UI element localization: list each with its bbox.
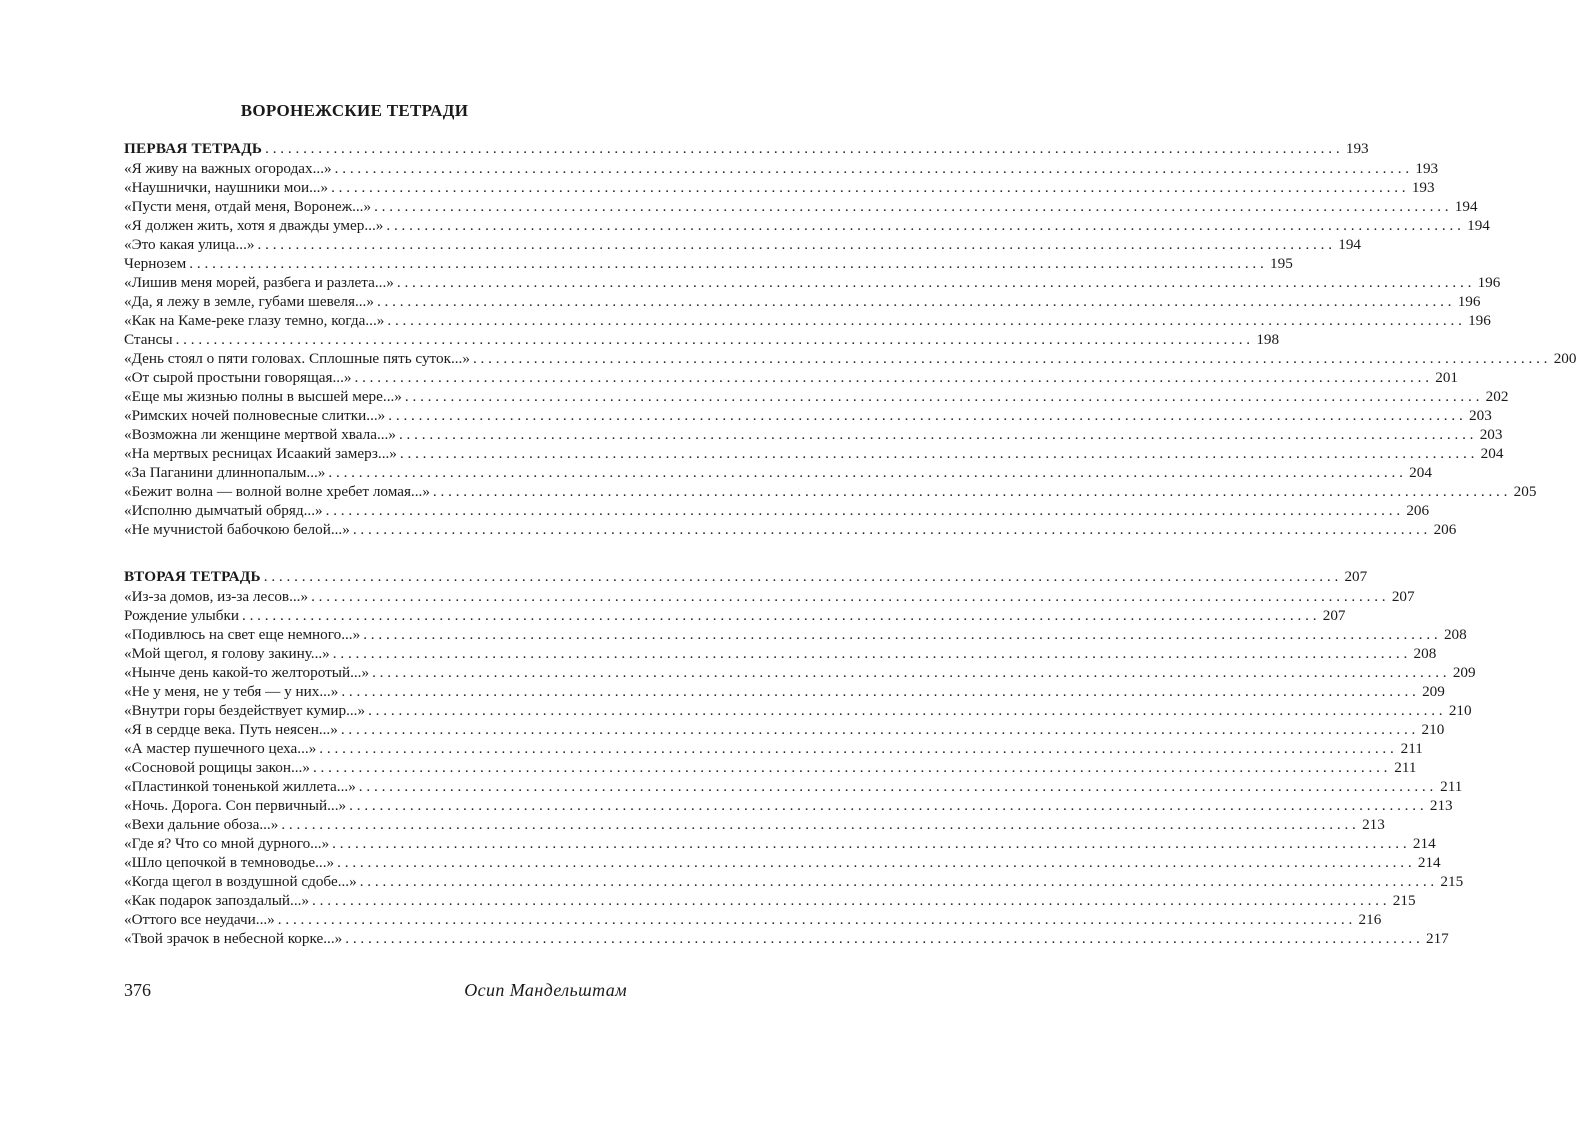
toc-entry-title: «Ночь. Дорога. Сон первичный...» <box>124 797 347 814</box>
toc-entry[interactable] <box>124 292 1481 311</box>
dot-leader <box>332 159 1413 178</box>
toc-entry-page: 200 <box>1553 350 1576 367</box>
toc-entry-page: 209 <box>1452 664 1476 681</box>
toc-entry-page: 201 <box>1435 369 1458 386</box>
toc-entry-page: 207 <box>1391 588 1415 605</box>
dot-leader <box>275 910 1356 929</box>
toc-entry-page: 196 <box>1468 312 1491 329</box>
toc-entry-title: «От сырой простыни говорящая...» <box>124 369 352 386</box>
dot-leader <box>323 501 1404 520</box>
toc-entry-title: «За Паганини длиннопалым...» <box>124 464 326 481</box>
toc-entry-title: «Исполню дымчатый обряд...» <box>124 502 323 519</box>
toc-entry-title: «На мертвых ресницах Исаакий замерз...» <box>124 445 397 462</box>
dot-leader <box>369 663 1450 682</box>
toc-entry-title: «Нынче день какой-то желторотый...» <box>124 664 370 681</box>
dot-leader <box>255 235 1336 254</box>
toc-entry-title: «Пусти меня, отдай меня, Воронеж...» <box>124 198 372 215</box>
toc-entry[interactable] <box>124 682 1445 701</box>
toc-entry-page: 196 <box>1477 274 1501 291</box>
toc-entry[interactable] <box>124 910 1382 929</box>
dot-leader <box>396 425 1477 444</box>
page-number: 376 <box>124 980 151 1000</box>
toc-entry-title: «Это какая улица...» <box>124 236 255 253</box>
toc-entry[interactable] <box>124 520 1457 539</box>
dot-leader <box>330 644 1411 663</box>
dot-leader <box>310 758 1391 777</box>
dot-leader <box>328 178 1409 197</box>
toc-entry[interactable] <box>124 311 1491 330</box>
toc-entry-page: 211 <box>1394 759 1417 776</box>
toc-entry[interactable] <box>124 159 1439 178</box>
dot-leader <box>325 463 1406 482</box>
dot-leader <box>186 254 1267 273</box>
dot-leader <box>308 587 1389 606</box>
toc-entry-title: «Когда щегол в воздушной сдобе...» <box>124 873 357 890</box>
toc-entry[interactable] <box>124 587 1415 606</box>
toc-entry-page: 210 <box>1448 702 1472 719</box>
toc-entry-page: 194 <box>1467 217 1490 234</box>
toc-entry-title: «Да, я лежу в земле, губами шевеля...» <box>124 293 374 310</box>
toc-entry-title: «Римских ночей полновесные слитки...» <box>124 407 386 424</box>
toc-section-heading[interactable] <box>124 566 1368 587</box>
toc-entry-title: «Я в сердце века. Путь неясен...» <box>124 721 338 738</box>
toc-entry-page: 194 <box>1338 236 1362 253</box>
toc-entry[interactable] <box>124 663 1476 682</box>
toc-entry-title: «Я должен жить, хотя я дважды умер...» <box>124 217 384 234</box>
toc-entry-title: «А мастер пушечного цеха...» <box>124 740 317 757</box>
toc-entry-title: «Не мучнистой бабочкою белой...» <box>124 521 350 538</box>
toc-entry-page: 204 <box>1480 445 1504 462</box>
dot-leader <box>383 216 1464 235</box>
toc-entry[interactable] <box>124 625 1467 644</box>
toc-entry-page: 193 <box>1411 179 1435 196</box>
toc-entry[interactable] <box>124 425 1503 444</box>
toc-entry[interactable] <box>124 815 1385 834</box>
dot-leader <box>470 349 1551 368</box>
toc-entry[interactable] <box>124 872 1464 891</box>
toc-entry-page: 203 <box>1469 407 1492 424</box>
dot-leader <box>394 273 1475 292</box>
toc-entry-page: 196 <box>1457 293 1481 310</box>
toc-entry-page: 209 <box>1422 683 1445 700</box>
toc-entry-title: «Вехи дальние обоза...» <box>124 816 279 833</box>
toc-entry-page: 210 <box>1421 721 1445 738</box>
toc-entry-page: 208 <box>1413 645 1437 662</box>
toc-entry-page: 195 <box>1270 255 1293 272</box>
toc-entry-page: 215 <box>1392 892 1416 909</box>
toc-entry[interactable] <box>124 644 1437 663</box>
toc-entry[interactable] <box>124 254 1293 273</box>
toc-entry[interactable] <box>124 501 1430 520</box>
toc-entry-title: «Где я? Что со мной дурного...» <box>124 835 330 852</box>
toc-entry-title: Стансы <box>124 331 173 348</box>
toc-heading-page: 207 <box>1344 568 1368 585</box>
toc-section-first <box>124 138 1576 539</box>
toc-entry-title: «Не у меня, не у тебя — у них...» <box>124 683 339 700</box>
dot-leader <box>262 138 1343 159</box>
toc-entry-page: 193 <box>1415 160 1439 177</box>
toc-entry[interactable] <box>124 216 1490 235</box>
toc-entry-page: 205 <box>1513 483 1537 500</box>
toc-entry[interactable] <box>124 406 1492 425</box>
toc-entry-page: 194 <box>1454 198 1478 215</box>
toc-entry-page: 213 <box>1429 797 1453 814</box>
toc-entry-title: «Мой щегол, я голову закину...» <box>124 645 330 662</box>
dot-leader <box>316 739 1397 758</box>
dot-leader <box>365 701 1446 720</box>
dot-leader <box>356 777 1437 796</box>
toc-entry-list <box>124 587 1476 948</box>
toc-entry-page: 208 <box>1443 626 1467 643</box>
toc-entry-page: 214 <box>1412 835 1436 852</box>
toc-entry-page: 202 <box>1485 388 1509 405</box>
dot-leader <box>385 406 1466 425</box>
dot-leader <box>338 720 1419 739</box>
toc-heading-title: ПЕРВАЯ ТЕТРАДЬ <box>124 140 263 157</box>
toc-entry[interactable] <box>124 853 1441 872</box>
toc-entry-title: «Твой зрачок в небесной корке...» <box>124 930 343 947</box>
toc-entry[interactable] <box>124 387 1509 406</box>
dot-leader <box>357 872 1438 891</box>
toc-entry[interactable] <box>124 929 1449 948</box>
dot-leader <box>342 929 1423 948</box>
dot-leader <box>334 853 1415 872</box>
dot-leader <box>430 482 1511 501</box>
dot-leader <box>371 197 1452 216</box>
dot-leader <box>384 311 1465 330</box>
toc-entry-page: 207 <box>1322 607 1346 624</box>
toc-entry[interactable] <box>124 739 1423 758</box>
toc-entry[interactable] <box>124 330 1280 349</box>
dot-leader <box>261 566 1342 587</box>
toc-entry[interactable] <box>124 482 1537 501</box>
running-footer-author: Осип Мандельштам <box>464 980 627 1000</box>
toc-entry-title: «Из-за домов, из-за лесов...» <box>124 588 309 605</box>
toc-entry-page: 216 <box>1358 911 1382 928</box>
dot-leader <box>329 834 1410 853</box>
dot-leader <box>239 606 1320 625</box>
toc-entry[interactable] <box>124 701 1472 720</box>
toc-entry-title: «Я живу на важных огородах...» <box>124 160 332 177</box>
toc-entry[interactable] <box>124 235 1362 254</box>
toc-entry-page: 211 <box>1400 740 1423 757</box>
toc-entry-page: 213 <box>1362 816 1385 833</box>
toc-entry[interactable] <box>124 891 1416 910</box>
toc-entry-page: 217 <box>1425 930 1449 947</box>
toc-entry[interactable] <box>124 796 1453 815</box>
toc-entry-page: 211 <box>1440 778 1463 795</box>
toc-entry-title: «Оттого все неудачи...» <box>124 911 275 928</box>
toc-entry[interactable] <box>124 368 1458 387</box>
page-title: ВОРОНЕЖСКИЕ ТЕТРАДИ <box>240 101 469 120</box>
toc-entry-title: «Пластинкой тоненькой жиллета...» <box>124 778 356 795</box>
toc-entry-page: 198 <box>1256 331 1280 348</box>
toc-entry-title: Чернозем <box>124 255 187 272</box>
toc-entry-title: «Еще мы жизнью полны в высшей мере...» <box>124 388 402 405</box>
dot-leader <box>309 891 1390 910</box>
toc-entry-title: Рождение улыбки <box>124 607 239 624</box>
toc-entry-page: 206 <box>1433 521 1457 538</box>
toc-entry-title: «Шло цепочкой в темноводье...» <box>124 854 335 871</box>
toc-entry[interactable] <box>124 178 1435 197</box>
toc-heading-page: 193 <box>1345 140 1369 157</box>
toc-entry-page: 214 <box>1417 854 1441 871</box>
toc-entry[interactable] <box>124 758 1417 777</box>
dot-leader <box>346 796 1427 815</box>
toc-entry-page: 204 <box>1409 464 1432 481</box>
dot-leader <box>338 682 1419 701</box>
toc-entry-title: «Возможна ли женщине мертвой хвала...» <box>124 426 396 443</box>
dot-leader <box>173 330 1254 349</box>
toc-entry[interactable] <box>124 777 1463 796</box>
toc-entry-title: «Сосновой рощицы закон...» <box>124 759 310 776</box>
toc-entry[interactable] <box>124 834 1436 853</box>
dot-leader <box>374 292 1455 311</box>
toc-entry[interactable] <box>124 349 1576 368</box>
dot-leader <box>402 387 1483 406</box>
toc-section-heading[interactable] <box>124 138 1369 159</box>
toc-entry[interactable] <box>124 720 1445 739</box>
dot-leader <box>397 444 1478 463</box>
toc-entry-page: 203 <box>1479 426 1503 443</box>
toc-entry-title: «Лишив меня морей, разбега и разлета...» <box>124 274 394 291</box>
toc-entry-title: «Как на Каме-реке глазу темно, когда...» <box>124 312 385 329</box>
toc-entry-page: 215 <box>1440 873 1464 890</box>
toc-entry-title: «День стоял о пяти головах. Сплошные пять суток...» <box>124 350 470 367</box>
dot-leader <box>350 520 1431 539</box>
toc-entry[interactable] <box>124 606 1346 625</box>
toc-entry[interactable] <box>124 444 1504 463</box>
toc-entry-title: «Внутри горы бездействует кумир...» <box>124 702 366 719</box>
toc-entry-page: 206 <box>1406 502 1430 519</box>
toc-heading-title: ВТОРАЯ ТЕТРАДЬ <box>124 568 261 585</box>
toc-entry-title: «Наушнички, наушники мои...» <box>124 179 329 196</box>
dot-leader <box>351 368 1432 387</box>
toc-entry[interactable] <box>124 463 1432 482</box>
toc-entry-title: «Подивлюсь на свет еще немного...» <box>124 626 361 643</box>
toc-entry-title: «Бежит волна — волной волне хребет ломая...» <box>124 483 430 500</box>
toc-entry-title: «Как подарок запоздалый...» <box>124 892 310 909</box>
dot-leader <box>360 625 1441 644</box>
toc-section-second <box>124 566 1476 948</box>
toc-entry-list <box>124 159 1576 539</box>
toc-entry[interactable] <box>124 273 1501 292</box>
dot-leader <box>278 815 1359 834</box>
toc-entry[interactable] <box>124 197 1478 216</box>
